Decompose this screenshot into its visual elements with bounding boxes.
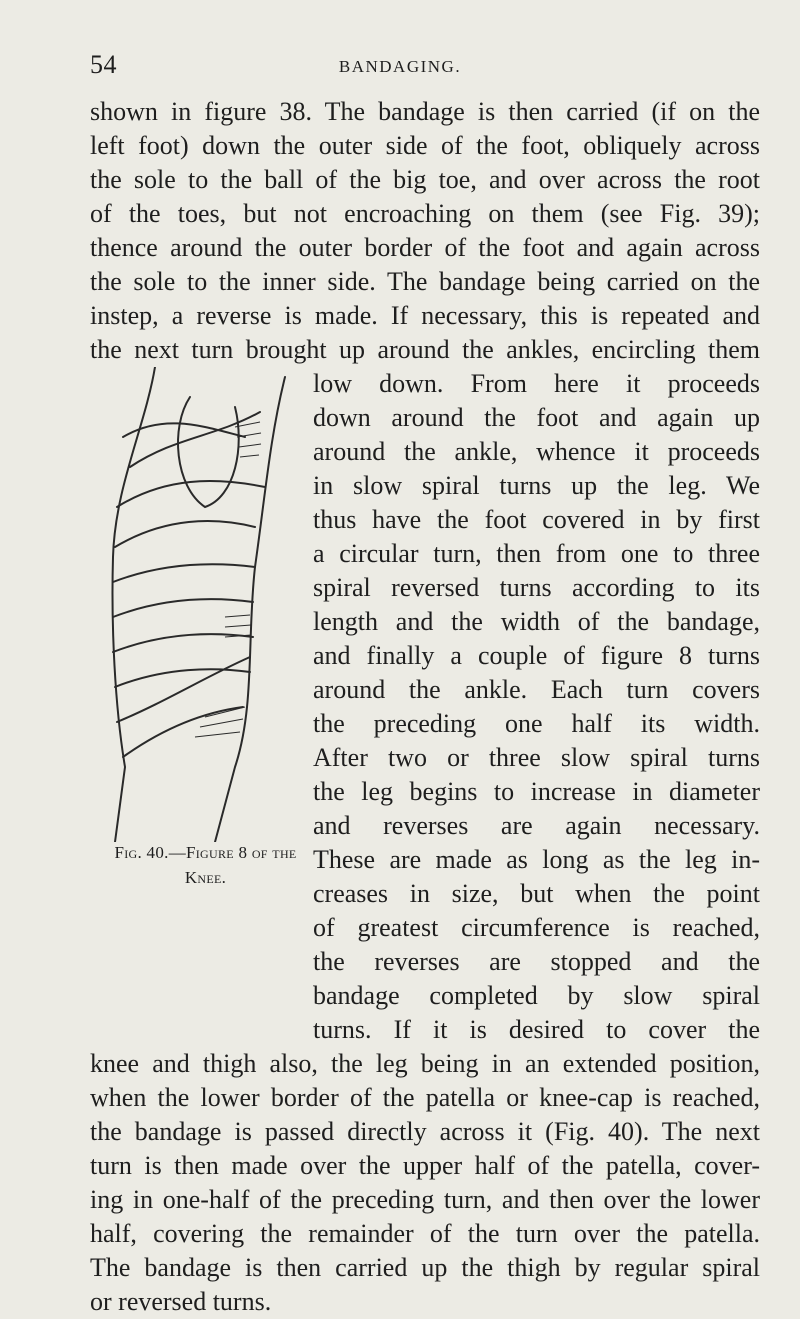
text-line: and reverses are again necessary.	[313, 811, 760, 840]
text-line: thus have the foot covered in by first	[313, 505, 760, 534]
text-line: turn is then made over the upper half of the patella, cover-	[90, 1151, 760, 1180]
text-line: the reverses are stopped and the	[313, 947, 760, 976]
text-line: a circular turn, then from one to three	[313, 539, 760, 568]
running-head: BANDAGING.	[338, 57, 462, 76]
text-line: These are made as long as the leg in-	[313, 845, 760, 874]
text-line: thence around the outer border of the foot and again across	[90, 233, 760, 262]
text-line: ing in one-half of the preceding turn, and then over the lower	[90, 1185, 760, 1214]
text-line: down around the foot and again up	[313, 403, 760, 432]
text-line: creases in size, but when the point	[313, 879, 760, 908]
text-line: around the ankle. Each turn covers	[313, 675, 760, 704]
text-line: or reversed turns.	[90, 1287, 272, 1316]
figure-caption	[88, 840, 323, 890]
text-line: when the lower border of the patella or knee-cap is reached,	[90, 1083, 760, 1112]
page-number: 54	[90, 50, 117, 79]
caption-line: Fig. 40.—Figure 8 of the	[114, 843, 297, 862]
text-line: After two or three slow spiral turns	[313, 743, 760, 772]
text-line: the leg begins to increase in diameter	[313, 777, 760, 806]
caption-line: Knee.	[184, 868, 227, 887]
text-line: the sole to the ball of the big toe, and over across the root	[90, 165, 760, 194]
text-line: turns. If it is desired to cover the	[313, 1015, 760, 1044]
text-line: of greatest circumference is reached,	[313, 913, 760, 942]
text-line: spiral reversed turns according to its	[313, 573, 760, 602]
text-line: the preceding one half its width.	[313, 709, 760, 738]
text-line: shown in figure 38. The bandage is then carried (if on the	[90, 97, 760, 126]
text-line: of the toes, but not encroaching on them (see Fig. 39);	[90, 199, 760, 228]
text-line: the sole to the inner side. The bandage being carried on the	[90, 267, 760, 296]
text-line: low down. From here it proceeds	[313, 369, 760, 398]
knee-bandage-figure	[95, 367, 325, 842]
text-line: in slow spiral turns up the leg. We	[313, 471, 760, 500]
text-line: the bandage is passed directly across it (Fig. 40). The next	[90, 1117, 760, 1146]
knee-bandage-illustration	[95, 367, 325, 842]
text-line: The bandage is then carried up the thigh by regular spiral	[90, 1253, 760, 1282]
text-line: knee and thigh also, the leg being in an extended position,	[90, 1049, 760, 1078]
text-line: half, covering the remainder of the turn over the patella.	[90, 1219, 760, 1248]
text-line: bandage completed by slow spiral	[313, 981, 760, 1010]
text-line: left foot) down the outer side of the foot, obliquely across	[90, 131, 760, 160]
text-line: the next turn brought up around the ankles, encircling them	[90, 335, 760, 364]
text-line: length and the width of the bandage,	[313, 607, 760, 636]
text-line: around the ankle, whence it proceeds	[313, 437, 760, 466]
text-line: and finally a couple of figure 8 turns	[313, 641, 760, 670]
text-line: instep, a reverse is made. If necessary, this is repeated and	[90, 301, 760, 330]
